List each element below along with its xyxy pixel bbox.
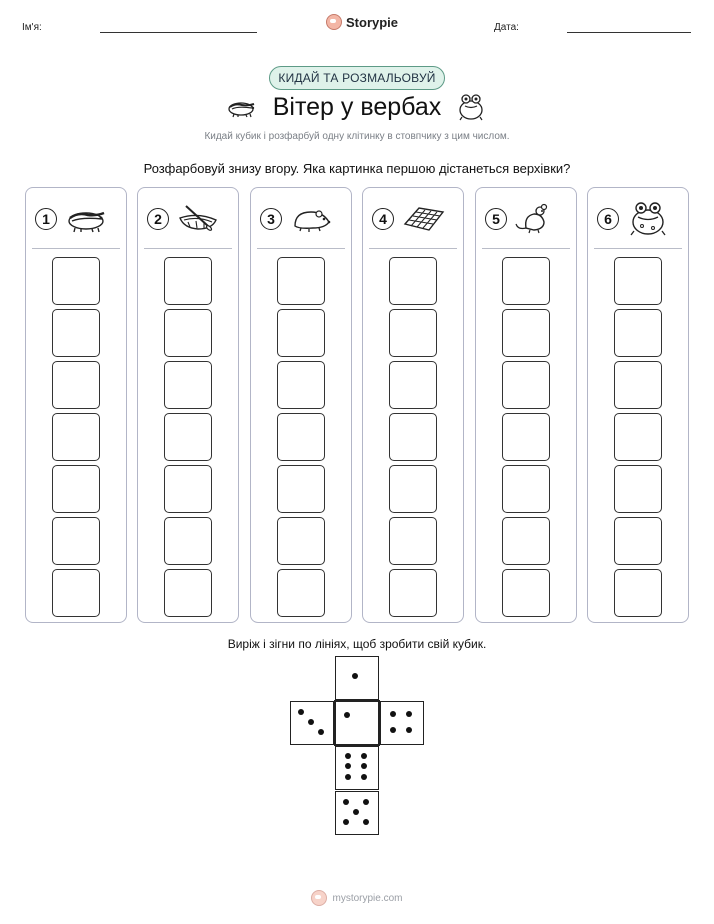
color-cell[interactable] [614, 413, 662, 461]
footer-url[interactable]: mystorypie.com [332, 892, 403, 904]
column-6 [587, 187, 689, 623]
color-cell[interactable] [614, 569, 662, 617]
column-divider [594, 248, 682, 249]
column-5 [475, 187, 577, 623]
badger-icon [64, 202, 108, 234]
color-cell[interactable] [389, 361, 437, 409]
toad-icon [626, 198, 670, 238]
column-divider [257, 248, 345, 249]
color-cell[interactable] [389, 569, 437, 617]
die-face-center[interactable] [334, 700, 380, 746]
column-number: 3 [260, 208, 282, 230]
color-cell[interactable] [614, 309, 662, 357]
die-pip [361, 763, 367, 769]
color-cell[interactable] [277, 257, 325, 305]
color-cell[interactable] [502, 465, 550, 513]
color-cell[interactable] [164, 465, 212, 513]
die-pip [406, 727, 412, 733]
color-cell[interactable] [389, 413, 437, 461]
color-cell[interactable] [164, 257, 212, 305]
picnic-blanket-icon [401, 202, 445, 234]
die-pip [361, 774, 367, 780]
cut-instruction: Виріж і зігни по лініях, щоб зробити свій кубик. [227, 637, 487, 651]
color-cell[interactable] [52, 569, 100, 617]
color-cell[interactable] [502, 569, 550, 617]
brand-logo [326, 14, 398, 30]
die-face-top[interactable] [335, 656, 379, 700]
die-pip [345, 763, 351, 769]
die-pip [308, 719, 314, 725]
die-net [290, 656, 426, 836]
color-cell[interactable] [502, 413, 550, 461]
color-cell[interactable] [52, 257, 100, 305]
die-pip [343, 799, 349, 805]
page-subtitle: Кидай кубик і розфарбуй одну клітинку в стовпчику з цим числом. [204, 131, 510, 142]
date-label: Дата: [494, 22, 519, 33]
footer [0, 890, 714, 906]
color-cell[interactable] [164, 413, 212, 461]
die-pip [344, 712, 350, 718]
color-cell[interactable] [52, 517, 100, 565]
column-4 [362, 187, 464, 623]
rowboat-icon [176, 202, 220, 234]
die-pip [390, 711, 396, 717]
die-pip [390, 727, 396, 733]
color-cell[interactable] [389, 517, 437, 565]
brand-name: Storypie [346, 14, 399, 30]
column-2 [137, 187, 239, 623]
color-cell[interactable] [277, 569, 325, 617]
color-cell[interactable] [52, 361, 100, 409]
die-pip [363, 799, 369, 805]
name-line[interactable] [100, 32, 257, 33]
color-cell[interactable] [277, 465, 325, 513]
color-cell[interactable] [52, 309, 100, 357]
die-face-left[interactable] [290, 701, 334, 745]
die-pip [363, 819, 369, 825]
storypie-logo-icon [326, 14, 342, 30]
coloring-instruction: Розфарбовуй знизу вгору. Яка картинка першою дістанеться верхівки? [143, 161, 571, 176]
page-title: Вітер у вербах [272, 93, 442, 121]
color-cell[interactable] [52, 413, 100, 461]
column-number: 1 [35, 208, 57, 230]
die-face-right[interactable] [380, 701, 424, 745]
storypie-logo-icon [311, 890, 327, 906]
color-cell[interactable] [52, 465, 100, 513]
column-divider [144, 248, 232, 249]
die-face-lower[interactable] [335, 746, 379, 790]
die-pip [361, 753, 367, 759]
column-divider [369, 248, 457, 249]
toad-title-icon [457, 91, 485, 121]
rat-icon [514, 202, 558, 234]
color-cell[interactable] [614, 361, 662, 409]
color-cell[interactable] [502, 517, 550, 565]
die-pip [345, 753, 351, 759]
color-cell[interactable] [389, 309, 437, 357]
mole-icon [289, 202, 333, 234]
color-cell[interactable] [277, 309, 325, 357]
color-cell[interactable] [502, 361, 550, 409]
column-number: 5 [485, 208, 507, 230]
column-number: 2 [147, 208, 169, 230]
color-cell[interactable] [614, 465, 662, 513]
column-number: 4 [372, 208, 394, 230]
color-cell[interactable] [164, 309, 212, 357]
die-face-bottom[interactable] [335, 791, 379, 835]
die-pip [343, 819, 349, 825]
color-cell[interactable] [164, 361, 212, 409]
die-pip [406, 711, 412, 717]
column-1 [25, 187, 127, 623]
column-divider [32, 248, 120, 249]
name-label: Ім'я: [22, 22, 42, 33]
color-cell[interactable] [614, 517, 662, 565]
color-cell[interactable] [389, 465, 437, 513]
die-pip [352, 673, 358, 679]
color-cell[interactable] [164, 569, 212, 617]
column-number: 6 [597, 208, 619, 230]
color-cell[interactable] [614, 257, 662, 305]
color-cell[interactable] [277, 517, 325, 565]
column-divider [482, 248, 570, 249]
die-pip [318, 729, 324, 735]
color-cell[interactable] [277, 413, 325, 461]
color-cell[interactable] [277, 361, 325, 409]
color-cell[interactable] [502, 309, 550, 357]
column-3 [250, 187, 352, 623]
die-pip [345, 774, 351, 780]
color-cell[interactable] [164, 517, 212, 565]
die-pip [298, 709, 304, 715]
color-cell[interactable] [389, 257, 437, 305]
color-cell[interactable] [502, 257, 550, 305]
die-pip [353, 809, 359, 815]
date-line[interactable] [567, 32, 691, 33]
activity-badge: КИДАЙ ТА РОЗМАЛЬОВУЙ [269, 66, 445, 90]
